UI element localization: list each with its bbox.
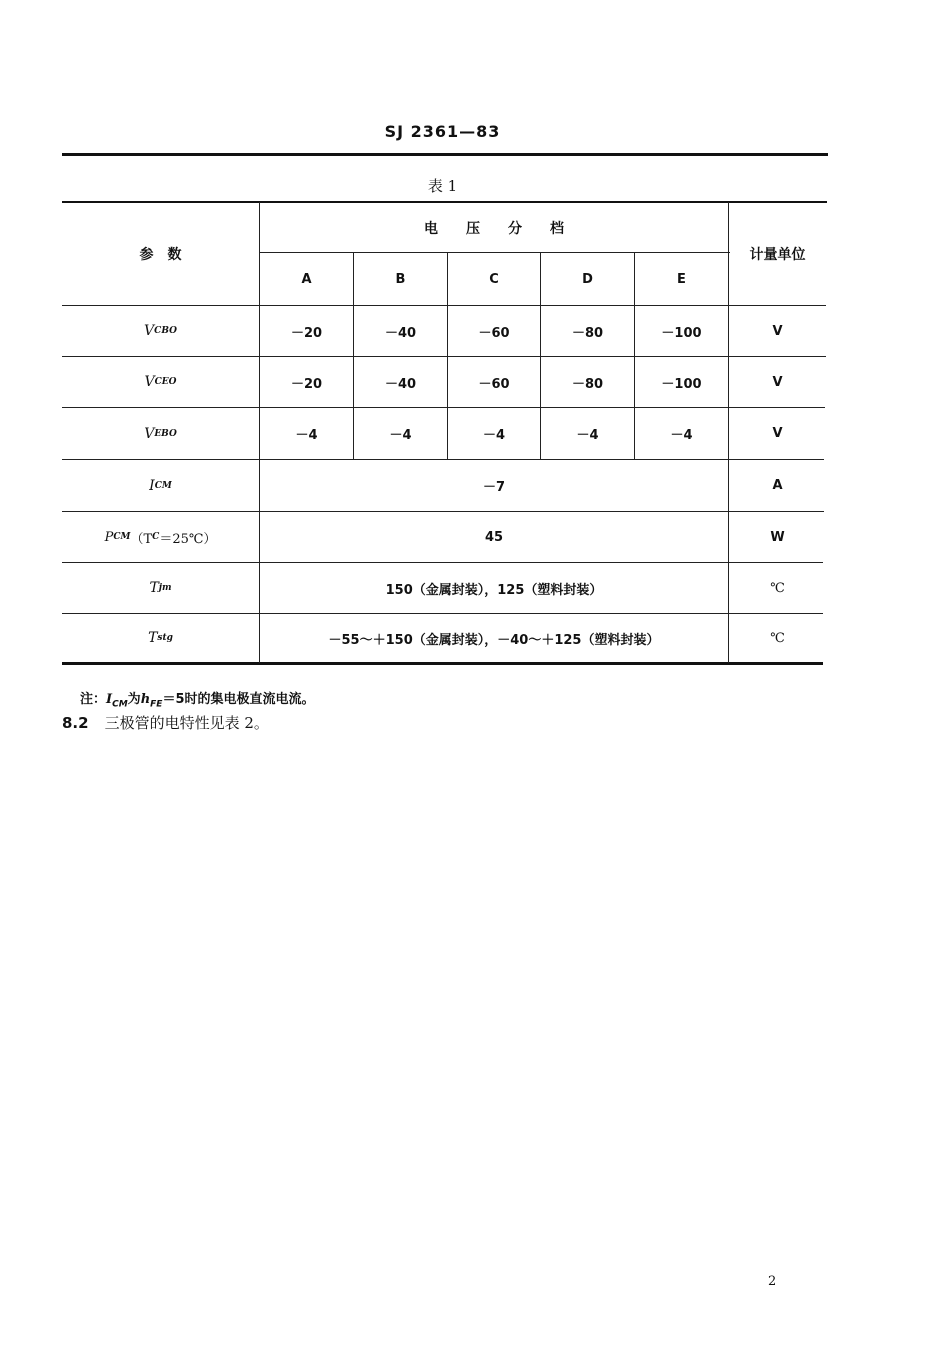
param-subscript: CBO — [154, 326, 177, 336]
note-prefix: 注： — [80, 692, 107, 707]
table-cell-merged: 150（金属封装），125（塑料封装） — [385, 582, 603, 598]
header-grade-d: D — [582, 271, 593, 287]
param-subscript: CEO — [154, 377, 177, 387]
section-number: 8.2 — [62, 714, 89, 732]
param-symbol: V — [144, 323, 155, 339]
table-cell: －80 — [571, 325, 604, 341]
param-vcbo — [62, 306, 259, 356]
table-note — [80, 688, 314, 710]
table-cell: －4 — [389, 428, 412, 443]
note-symbol: I — [106, 692, 113, 707]
table-cell: －20 — [290, 325, 323, 341]
table-cell: －100 — [661, 376, 702, 392]
unit-cell: A — [772, 478, 783, 493]
param-symbol: V — [144, 425, 155, 442]
table-cell: －60 — [478, 325, 510, 341]
param-subscript: stg — [157, 633, 173, 643]
table-cell: －4 — [576, 428, 599, 443]
param-subscript: EBO — [154, 428, 177, 439]
param-tstg — [62, 614, 259, 662]
header-grade-a: A — [301, 271, 312, 287]
section-8-2 — [62, 712, 269, 733]
unit-cell: W — [770, 529, 785, 545]
unit-cell: ℃ — [770, 630, 785, 646]
param-vebo — [62, 408, 259, 459]
note-h-subscript: FE — [150, 699, 163, 710]
param-symbol: T — [149, 580, 159, 596]
header-unit: 计量单位 — [749, 247, 806, 263]
param-condition-subscript: C — [152, 532, 160, 542]
param-subscript: CM — [154, 480, 172, 491]
table-cell: －20 — [290, 376, 323, 392]
note-rest: ＝5时的集电极直流电流。 — [162, 692, 315, 707]
section-text: 三极管的电特性见表 2。 — [104, 714, 269, 732]
header-rule — [62, 153, 828, 156]
note-h: h — [140, 692, 151, 707]
table-cell: －80 — [571, 376, 604, 392]
param-symbol: V — [144, 374, 155, 390]
table-cell: －4 — [295, 428, 318, 443]
table-cell: －60 — [478, 376, 510, 392]
header-grade-b: B — [395, 271, 406, 287]
unit-cell: V — [772, 374, 783, 390]
page-number: 2 — [768, 1274, 777, 1289]
table-cell-merged: －55～＋150（金属封装），－40～＋125（塑料封装） — [328, 632, 660, 648]
param-pcm — [62, 512, 259, 562]
param-subscript: jm — [158, 583, 172, 593]
note-symbol-subscript: CM — [112, 699, 128, 710]
unit-cell: ℃ — [770, 580, 785, 596]
table-cell-merged: 45 — [484, 529, 504, 545]
param-subscript: CM — [113, 532, 131, 542]
table-cell: －4 — [482, 428, 506, 443]
header-grade-c: C — [489, 271, 499, 287]
param-icm — [62, 460, 259, 511]
unit-cell: V — [772, 426, 783, 441]
param-symbol: P — [104, 529, 114, 545]
param-condition-value: ＝25℃） — [159, 531, 217, 547]
table-bottom-border — [62, 662, 823, 665]
table-cell-merged: －7 — [482, 480, 506, 495]
table-cell: －100 — [661, 325, 702, 341]
header-param: 参 数 — [139, 247, 182, 263]
param-tjm — [62, 563, 259, 613]
header-voltage-group: 电 压 分 档 — [424, 220, 564, 237]
param-condition: （T — [130, 531, 153, 547]
table-cell: －40 — [384, 376, 417, 392]
table-cell: －40 — [384, 325, 417, 341]
unit-cell: V — [772, 323, 783, 339]
param-symbol: T — [148, 630, 158, 646]
param-vceo — [62, 357, 259, 407]
header-grade-e: E — [677, 271, 686, 287]
param-symbol: I — [149, 477, 155, 494]
table-cell: －4 — [670, 428, 693, 443]
standard-number-header: SJ 2361—83 — [384, 122, 501, 141]
note-mid: 为 — [127, 692, 141, 707]
table-caption: 表 1 — [427, 177, 458, 195]
